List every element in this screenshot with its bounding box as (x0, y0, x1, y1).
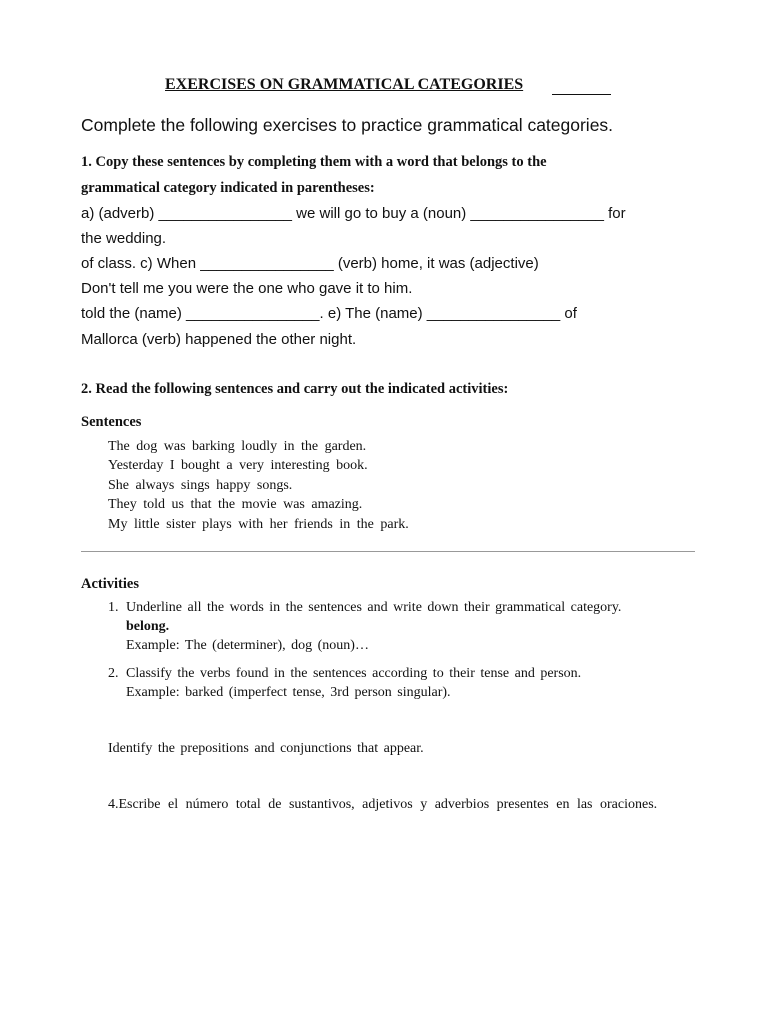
activity-text: Classify the verbs found in the sentences according to their tense and person. (126, 666, 582, 681)
sentences-label: Sentences (81, 414, 142, 430)
title-underline (552, 94, 611, 95)
sentence-item: Yesterday I bought a very interesting book. (108, 458, 368, 474)
activity-example: Example: barked (imperfect tense, 3rd person singular). (126, 685, 451, 700)
exercise-1-line: a) (adverb) ________________ we will go to buy a (noun) ________________ for (81, 205, 626, 222)
exercise-1-line: Don't tell me you were the one who gave it to him. (81, 280, 413, 297)
sentence-item: My little sister plays with her friends in the park. (108, 516, 409, 532)
activity-4-text: 4.Escribe el número total de sustantivos, adjetivos y adverbios presentes en las oraciones. (108, 797, 658, 812)
activity-text: Underline all the words in the sentences and write down their grammatical category. (126, 600, 622, 615)
sentence-item: The dog was barking loudly in the garden. (108, 439, 367, 454)
exercise-1-heading-line-1: 1. Copy these sentences by completing them with a word that belongs to the (81, 154, 547, 170)
activity-bold-line: belong. (126, 619, 170, 634)
intro-text: Complete the following exercises to practice grammatical categories. (81, 115, 614, 135)
activities-label: Activities (81, 576, 139, 592)
activity-3-text: Identify the prepositions and conjunctions that appear. (108, 741, 424, 756)
page-title: EXERCISES ON GRAMMATICAL CATEGORIES (165, 76, 524, 93)
exercise-1-line: the wedding. (81, 230, 167, 247)
activity-example: Example: The (determiner), dog (noun)… (126, 638, 369, 653)
exercise-1-line: Mallorca (verb) happened the other night. (81, 331, 357, 348)
activity-number: 2. (108, 666, 119, 681)
section-divider (81, 551, 695, 552)
sentence-item: They told us that the movie was amazing. (108, 497, 363, 513)
sentences-list (108, 437, 409, 534)
exercise-2-heading: 2. Read the following sentences and carry out the indicated activities: (81, 381, 509, 397)
exercise-1-heading-line-2: grammatical category indicated in parentheses: (81, 180, 375, 196)
sentence-item: She always sings happy songs. (108, 477, 293, 493)
exercise-1-line: of class. c) When ________________ (verb) home, it was (adjective) (81, 255, 539, 272)
exercise-1-line: told the (name) ________________. e) The (name) ________________ of (81, 305, 577, 322)
activity-number: 1. (108, 600, 119, 615)
